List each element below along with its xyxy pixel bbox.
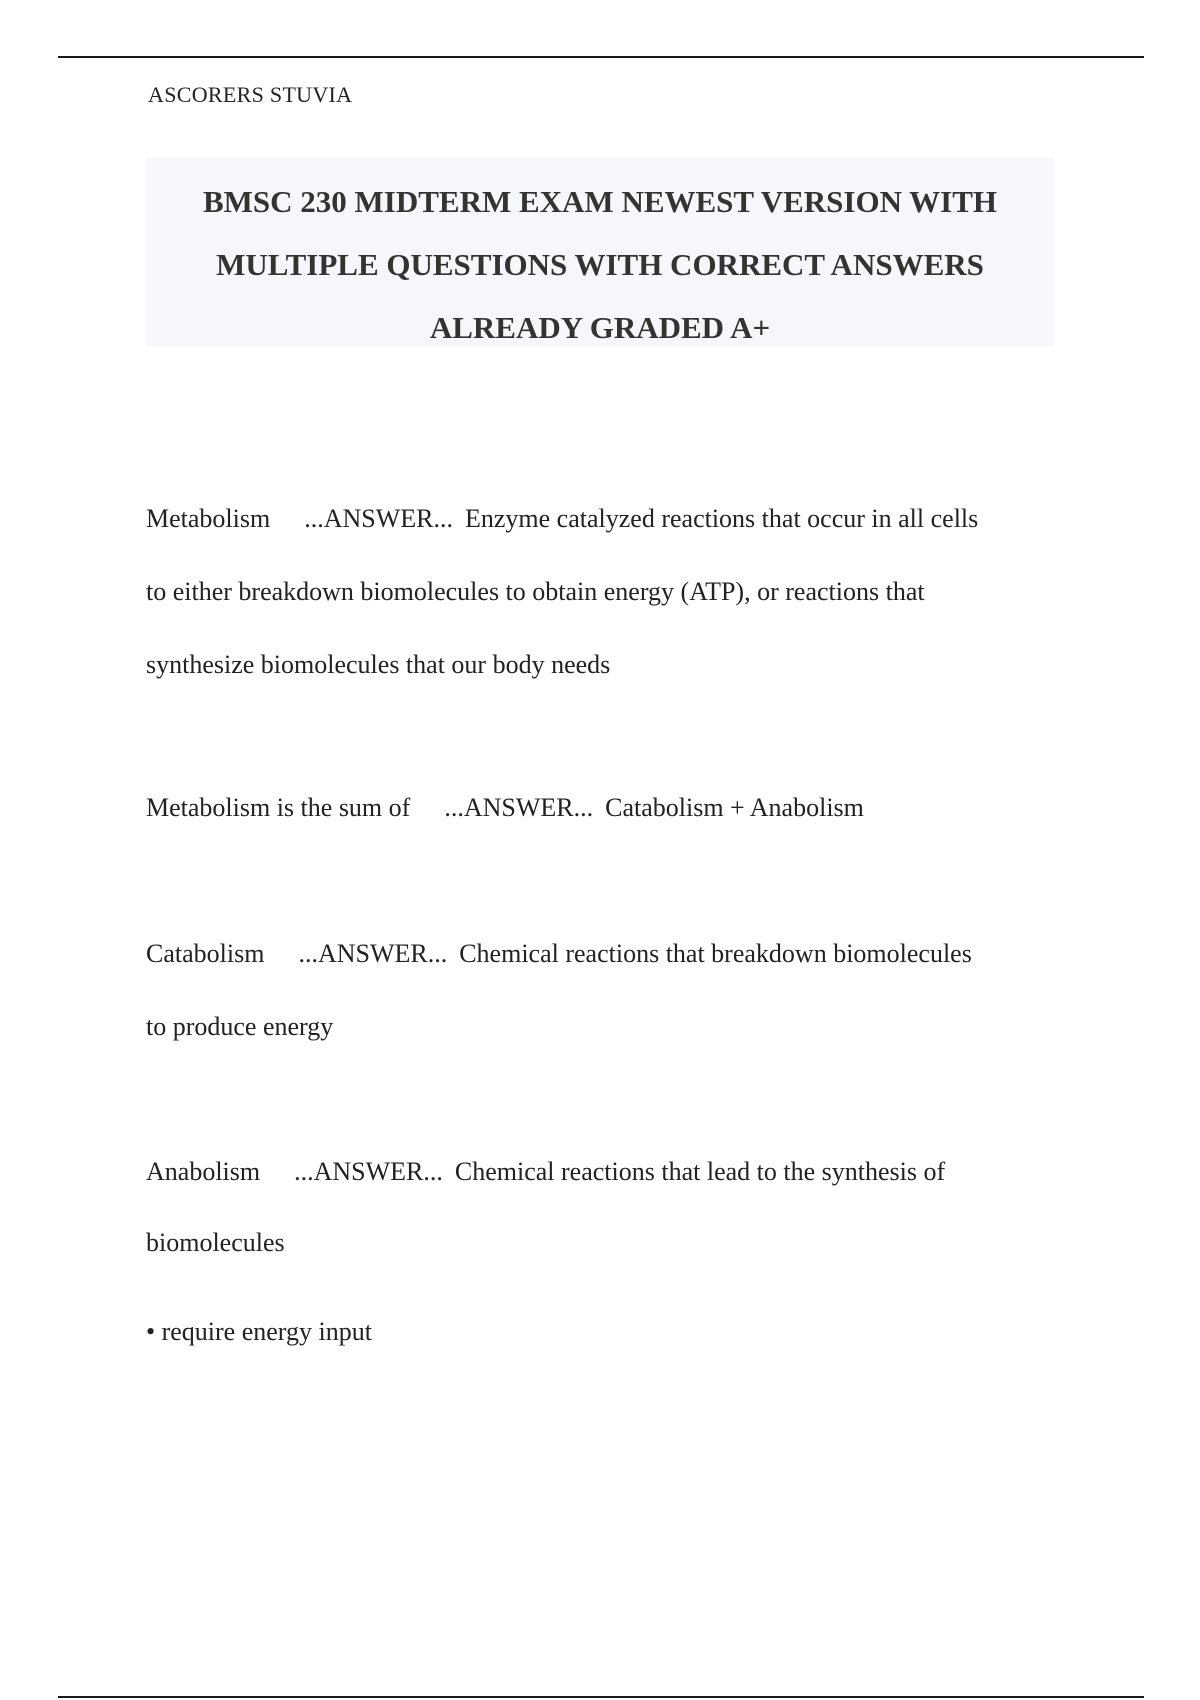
bottom-rule <box>58 1696 1144 1698</box>
qa-answer: Chemical reactions that breakdown biomolecules <box>459 939 972 968</box>
qa-answer: Catabolism + Anabolism <box>605 793 864 822</box>
bullet-item: • require energy input <box>146 1317 372 1346</box>
qa-answer-continued: to either breakdown biomolecules to obtain energy (ATP), or reactions that <box>146 577 925 606</box>
qa-answer: Enzyme catalyzed reactions that occur in all cells <box>465 504 979 533</box>
qa-term: Catabolism <box>146 939 265 968</box>
title-line-2: MULTIPLE QUESTIONS WITH CORRECT ANSWERS <box>216 247 984 282</box>
document-title-box <box>146 158 1054 346</box>
answer-marker: ...ANSWER... <box>304 504 453 533</box>
qa-entry-line <box>146 793 864 823</box>
top-rule <box>58 56 1144 58</box>
qa-answer: Chemical reactions that lead to the synthesis of <box>454 1157 946 1186</box>
answer-marker: ...ANSWER... <box>294 1157 443 1186</box>
qa-entry-line <box>146 504 978 534</box>
source-label: ASCORERS STUVIA <box>148 82 353 107</box>
answer-marker: ...ANSWER... <box>298 939 448 968</box>
qa-term: Metabolism <box>146 504 271 533</box>
answer-marker: ...ANSWER... <box>444 793 594 822</box>
qa-term: Anabolism <box>146 1157 261 1186</box>
title-line-3: ALREADY GRADED A+ <box>429 310 771 345</box>
qa-entry-line <box>146 1157 945 1187</box>
qa-answer-continued: biomolecules <box>146 1228 285 1257</box>
qa-term: Metabolism is the sum of <box>146 793 411 822</box>
title-line-1: BMSC 230 MIDTERM EXAM NEWEST VERSION WITH <box>202 184 998 219</box>
qa-entry-line <box>146 939 972 969</box>
qa-answer-continued: synthesize biomolecules that our body needs <box>146 650 611 679</box>
qa-answer-continued: to produce energy <box>146 1012 334 1041</box>
